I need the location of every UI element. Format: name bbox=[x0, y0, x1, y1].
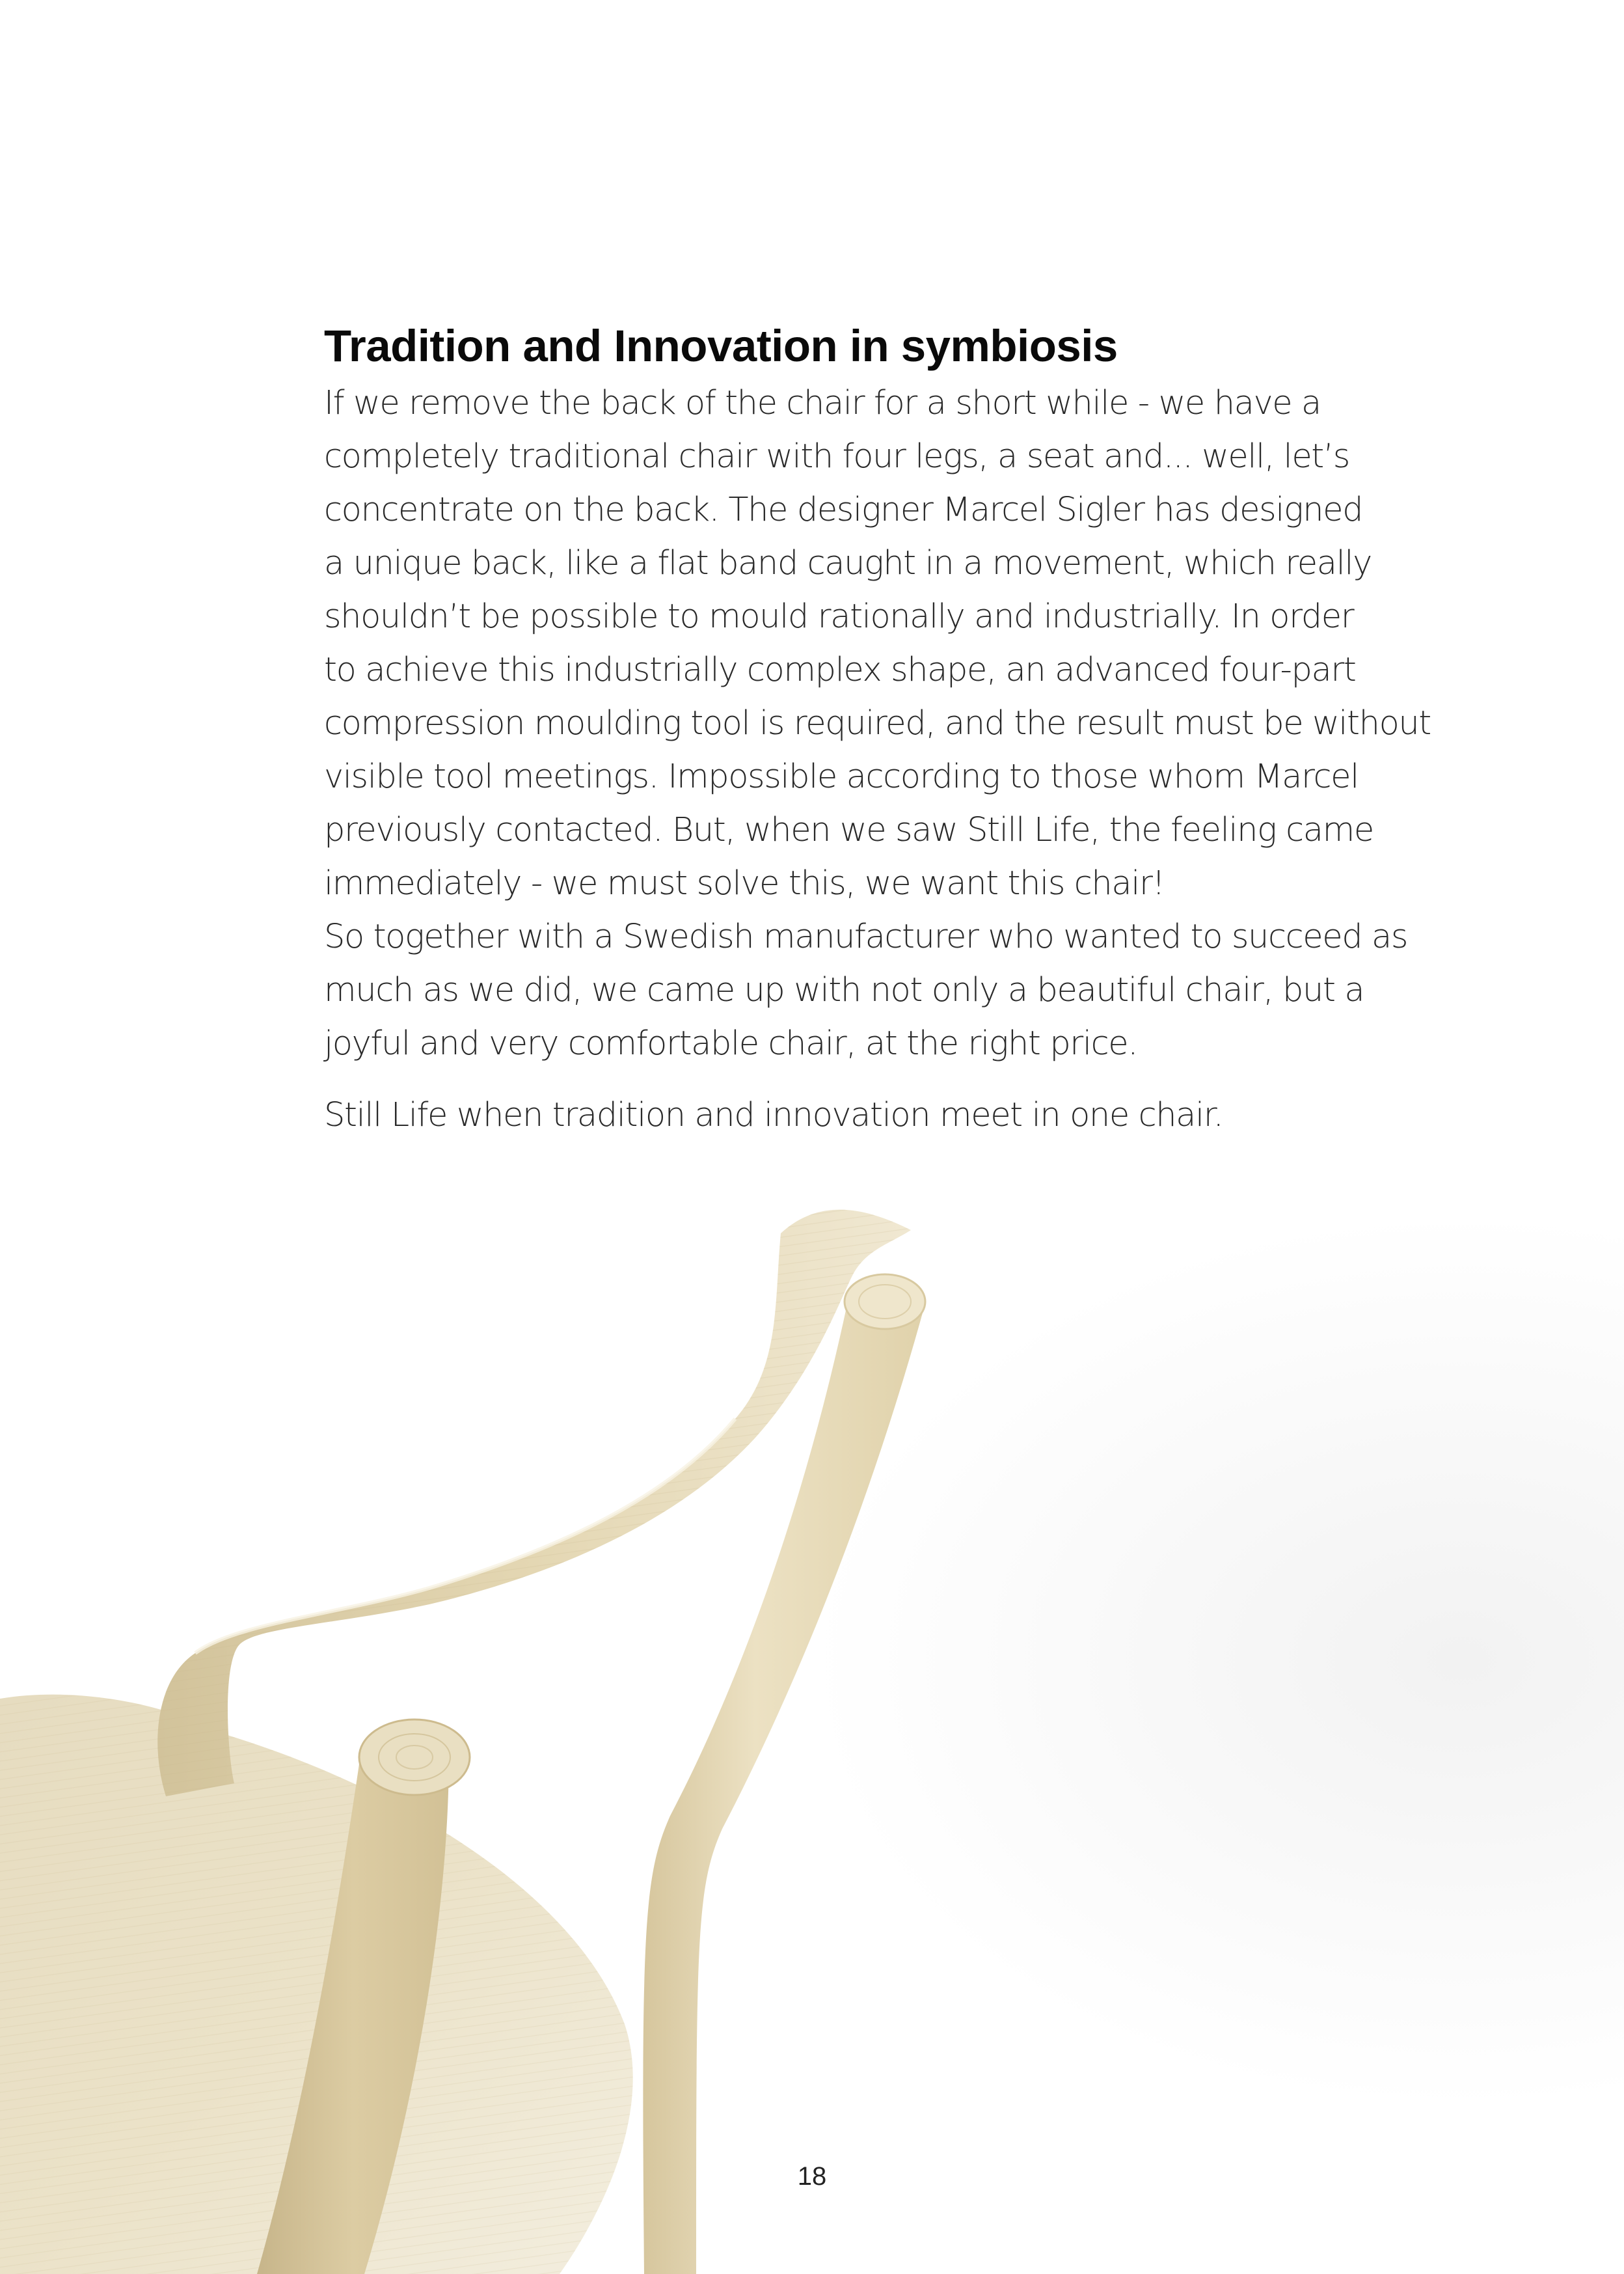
body-line: shouldn’t be possible to mould rationally and industrially. In order bbox=[324, 597, 1354, 636]
article-title: Tradition and Innovation in symbiosis bbox=[324, 321, 1118, 371]
article bbox=[324, 316, 1443, 1142]
body-line: previously contacted. But, when we saw Still Life, the feeling came bbox=[324, 811, 1374, 849]
body-line: compression moulding tool is required, and the result must be without bbox=[324, 704, 1431, 743]
article-body bbox=[324, 377, 1443, 1071]
body-line: completely traditional chair with four legs, a seat and... well, let’s bbox=[324, 437, 1349, 476]
body-line: immediately - we must solve this, we want this chair! bbox=[324, 864, 1165, 903]
body-line: So together with a Swedish manufacturer who wanted to succeed as bbox=[324, 918, 1408, 956]
body-line: joyful and very comfortable chair, at the right price. bbox=[324, 1024, 1138, 1063]
body-line: visible tool meetings. Impossible according to those whom Marcel bbox=[324, 758, 1359, 796]
page-number: 18 bbox=[797, 2162, 827, 2191]
body-line: concentrate on the back. The designer Marcel Sigler has designed bbox=[324, 491, 1363, 529]
chair-photo bbox=[0, 1158, 1624, 2274]
body-line: If we remove the back of the chair for a short while - we have a bbox=[324, 384, 1321, 422]
body-line: to achieve this industrially complex shape, an advanced four-part bbox=[324, 651, 1356, 689]
closing-line: Still Life when tradition and innovation meet in one chair. bbox=[324, 1096, 1223, 1134]
body-line: much as we did, we came up with not only a beautiful chair, but a bbox=[324, 971, 1364, 1009]
body-line: a unique back, like a flat band caught in a movement, which really bbox=[324, 544, 1372, 582]
